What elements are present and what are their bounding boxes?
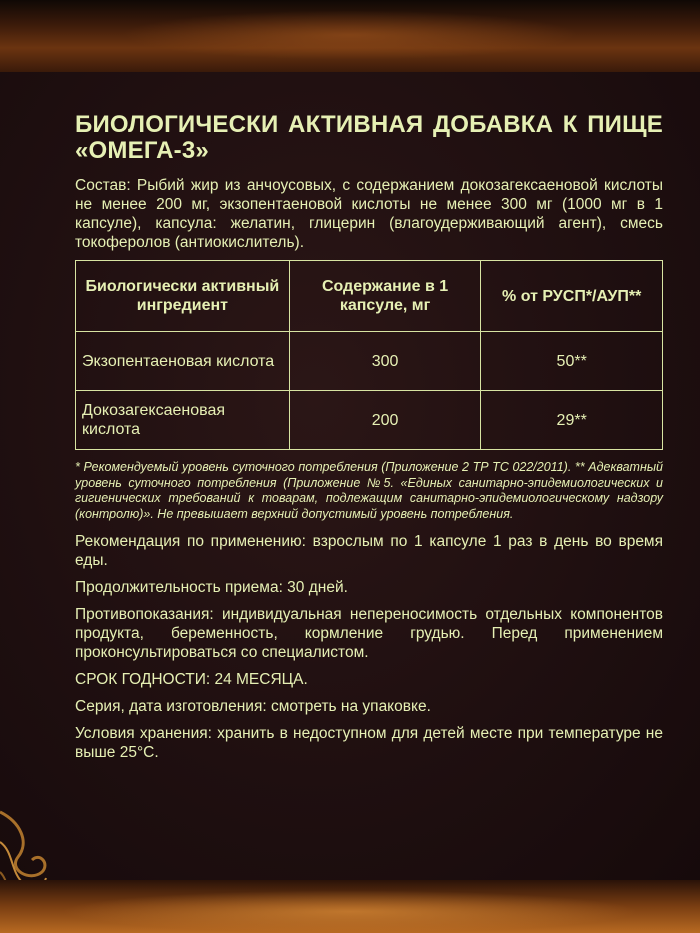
row-amount: 200 <box>289 391 481 450</box>
storage-text: Условия хранения: хранить в недоступном для детей месте при температуре не выше 25°С. <box>75 725 663 761</box>
row-ingredient-name: Экзопентаеновая кислота <box>76 332 290 391</box>
header-ingredient: Биологически активный ингредиент <box>76 261 290 332</box>
row-ingredient-name: Докозагексаеновая кислота <box>76 391 290 450</box>
product-title: БИОЛОГИЧЕСКИ АКТИВНАЯ ДОБАВКА К ПИЩЕ «ОМЕГА-3» <box>75 111 663 164</box>
duration-text: Продолжительность приема: 30 дней. <box>75 579 348 596</box>
amber-glow <box>60 890 640 933</box>
table-row <box>76 391 663 450</box>
bottle-bottom-amber <box>0 880 700 933</box>
bottle-top-amber <box>0 0 700 80</box>
label-text-block <box>75 112 663 770</box>
table-header-row <box>76 261 663 332</box>
header-percent: % от РУСП*/АУП** <box>481 261 663 332</box>
batch-text: Серия, дата изготовления: смотреть на упаковке. <box>75 698 431 715</box>
ingredients-table <box>75 260 663 450</box>
row-amount: 300 <box>289 332 481 391</box>
contraindications-text: Противопоказания: индивидуальная непереносимость отдельных компонентов продукта, беременность, кормление грудью. Перед применением проконсультироваться со специалистом. <box>75 606 663 661</box>
row-percent: 50** <box>481 332 663 391</box>
row-percent: 29** <box>481 391 663 450</box>
header-amount: Содержание в 1 капсуле, мг <box>289 261 481 332</box>
amber-glow <box>120 10 580 60</box>
shelf-life-text: СРОК ГОДНОСТИ: 24 МЕСЯЦА. <box>75 671 308 688</box>
table-row <box>76 332 663 391</box>
usage-text: Рекомендация по применению: взрослым по 1 капсуле 1 раз в день во время еды. <box>75 533 663 569</box>
footnote-text: * Рекомендуемый уровень суточного потребления (Приложение 2 ТР ТС 022/2011). ** Адекватный уровень суточного потребления (Приложение №5. «Единых санитарно-эпидемиологических и гигиенических требований к товарам, подлежащим санитарно-эпидемиологическому надзору (контролю)». Не превышает верхний допустимый уровень потребления. <box>75 460 663 521</box>
composition-text: Состав: Рыбий жир из анчоусовых, с содержанием докозагексаеновой кислоты не менее 200 мг, экзопентаеновой кислоты не менее 300 мг (1000 мг в 1 капсуле), капсула: желатин, глицерин (влагоудерживающий агент), смесь токоферолов (антиокислитель). <box>75 177 663 251</box>
